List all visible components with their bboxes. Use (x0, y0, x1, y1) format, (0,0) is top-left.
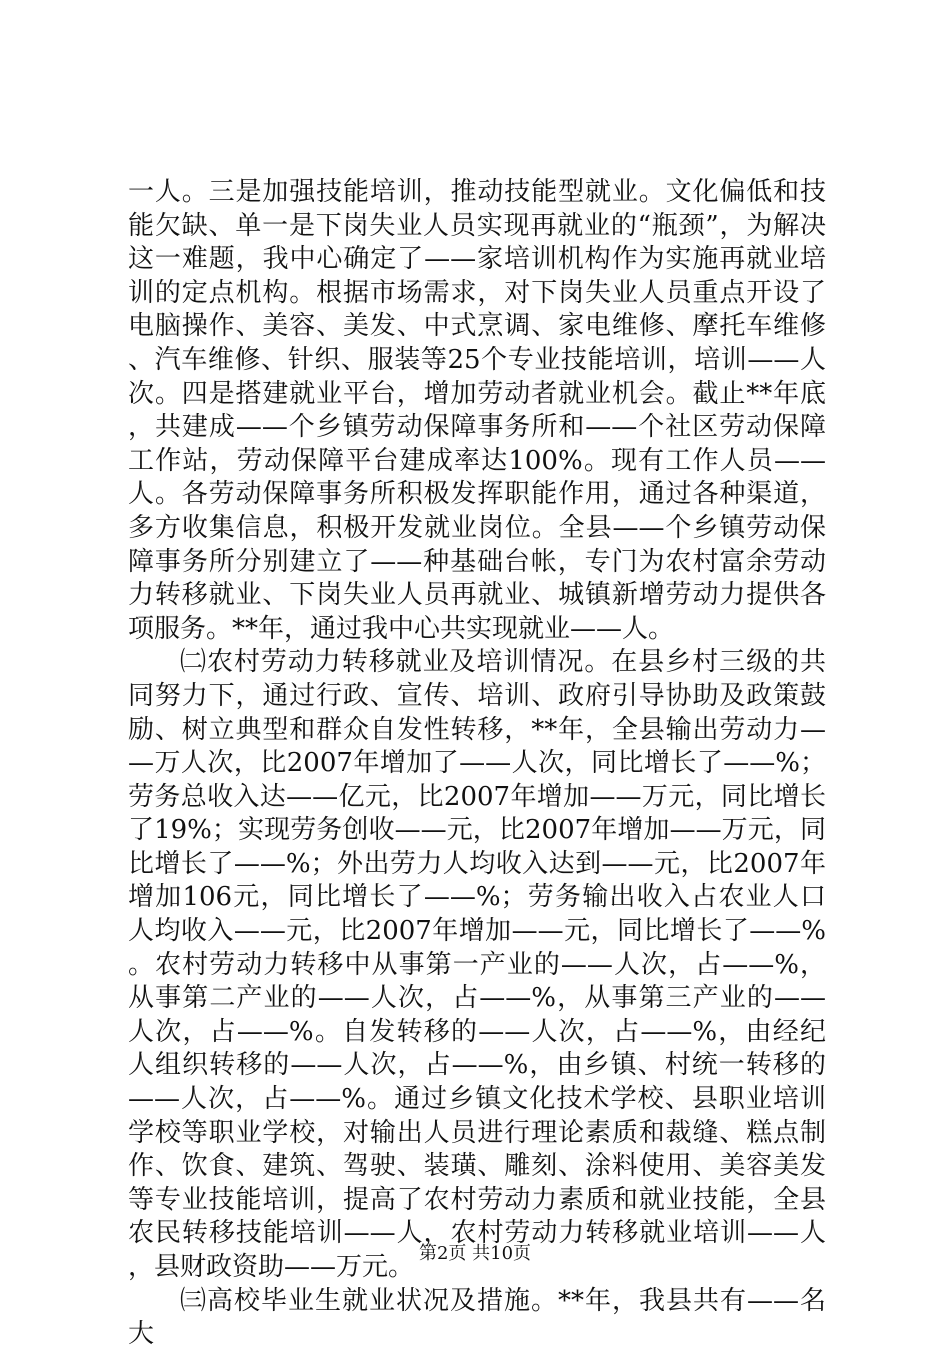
paragraph-rural-labor-transfer: ㈡农村劳动力转移就业及培训情况。在县乡村三级的共同努力下，通过行政、宣传、培训、政府引导协助及政策鼓励、树立典型和群众自发性转移，**年，全县输出劳动力——万人次，比2007年增加了——人次，同比增长了——%；劳务总收入达——亿元，比2007年增加——万元，同比增长了19%；实现劳务创收——元，比2007年增加——万元，同比增长了——%；外出劳力人均收入达到——元，比2007年增加106元，同比增长了——%；劳务输出收入占农业人口人均收入——元，比2007年增加——元，同比增长了——%。农村劳动力转移中从事第一产业的——人次，占——%，从事第二产业的——人次，占——%，从事第三产业的——人次，占——%。自发转移的——人次，占——%，由经纪人组织转移的——人次，占——%，由乡镇、村统一转移的——人次，占——%。通过乡镇文化技术学校、县职业培训学校等职业学校，对输出人员进行理论素质和裁缝、糕点制作、饮食、建筑、驾驶、装璜、雕刻、涂料使用、美容美发等专业技能培训，提高了农村劳动力素质和就业技能，全县农民转移技能培训——人，农村劳动力转移就业培训——人，县财政资助——万元。 (128, 647, 826, 1282)
paragraph-training-platform: 一人。三是加强技能培训，推动技能型就业。文化偏低和技能欠缺、单一是下岗失业人员实现再就业的“瓶颈”，为解决这一难题，我中心确定了——家培训机构作为实施再就业培训的定点机构。根据市场需求，对下岗失业人员重点开设了电脑操作、美容、美发、中式烹调、家电维修、摩托车维修、汽车维修、针织、服装等25个专业技能培训，培训——人次。四是搭建就业平台，增加劳动者就业机会。截止**年底，共建成——个乡镇劳动保障事务所和——个社区劳动保障工作站，劳动保障平台建成率达100%。现有工作人员——人。各劳动保障事务所积极发挥职能作用，通过各种渠道，多方收集信息，积极开发就业岗位。全县——个乡镇劳动保障事务所分别建立了——种基础台帐，专门为农村富余劳动力转移就业、下岗失业人员再就业、城镇新增劳动力提供各项服务。**年，通过我中心共实现就业——人。 (128, 177, 826, 644)
paragraph-graduate-employment: ㈢高校毕业生就业状况及措施。**年，我县共有——名大 (128, 1285, 826, 1350)
page-footer: 第2页 共10页 (418, 1243, 532, 1264)
document-body (128, 176, 826, 1352)
